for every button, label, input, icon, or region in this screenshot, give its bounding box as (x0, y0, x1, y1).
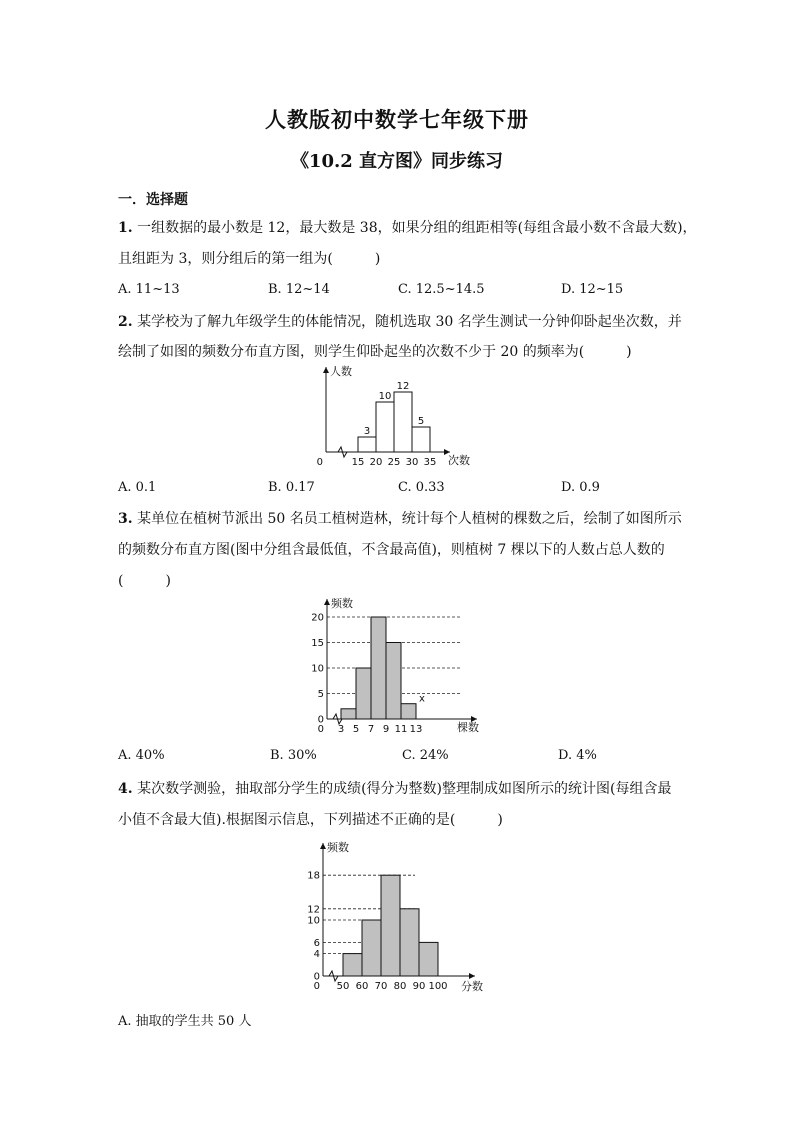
x-axis-arrow (469, 973, 475, 979)
q3-option-a[interactable]: A. 40% (118, 748, 165, 763)
x-tick-label: 15 (351, 457, 365, 468)
x-tick-label: 30 (405, 457, 419, 468)
x-tick-label: 70 (374, 981, 388, 992)
question-4-line-2: 小值不含最大值).根据图示信息，下列描述不正确的是( ) (118, 812, 503, 828)
question-2-line-2: 绘制了如图的频数分布直方图，则学生仰卧起坐的次数不少于 20 的频率为( ) (118, 344, 632, 360)
q2-option-b[interactable]: B. 0.17 (268, 480, 315, 495)
histogram-bar (394, 392, 412, 452)
question-text: 某单位在植树节派出 50 名员工植树造林，统计每个人植树的棵数之后，绘制了如图所示 (137, 511, 682, 527)
y-tick-label: 20 (311, 612, 324, 624)
y-axis-label: 人数 (330, 365, 352, 378)
data-label: 5 (417, 416, 425, 427)
x-tick-label: 90 (412, 981, 426, 992)
y-tick-label: 0 (317, 714, 324, 726)
section-heading: 一．选择题 (118, 192, 188, 208)
data-label: 3 (363, 426, 371, 437)
question-1-line-2: 且组距为 3，则分组后的第一组为( ) (118, 251, 381, 267)
x-axis-label: 分数 (461, 980, 483, 993)
question-text: 某学校为了解九年级学生的体能情况，随机选取 30 名学生测试一分钟仰卧起坐次数，并 (137, 314, 682, 330)
question-text: 一组数据的最小数是 12，最大数是 38，如果分组的组距相等(每组含最小数不含最大数)， (137, 220, 697, 236)
histogram-bar (362, 920, 381, 976)
histogram-bar (341, 709, 356, 719)
histogram-bar (371, 617, 386, 719)
q1-option-c[interactable]: C. 12.5~14.5 (398, 282, 485, 297)
q1-option-a[interactable]: A. 11~13 (118, 282, 180, 297)
x-axis-label: 棵数 (457, 721, 479, 734)
x-tick-label: 35 (423, 457, 437, 468)
histogram-bar (343, 954, 362, 976)
q4-option-a[interactable]: A. 抽取的学生共 50 人 (118, 1014, 252, 1029)
x-tick-label: 9 (382, 724, 390, 735)
x-tick-label: 25 (387, 457, 401, 468)
histogram-bar (419, 942, 438, 976)
y-axis-label: 频数 (331, 597, 353, 610)
histogram-bar (401, 704, 416, 719)
q2-option-d[interactable]: D. 0.9 (561, 480, 600, 495)
x-tick-label: 11 (394, 724, 408, 735)
y-axis-arrow (324, 599, 330, 605)
q1-option-b[interactable]: B. 12~14 (268, 282, 330, 297)
x-tick-label: 0 (316, 457, 323, 468)
histogram-situps (310, 362, 485, 472)
histogram-bar (412, 427, 430, 452)
q2-option-a[interactable]: A. 0.1 (118, 480, 157, 495)
x-tick-label: 100 (428, 981, 448, 992)
histogram-bar (358, 437, 376, 452)
histogram-scores (305, 838, 495, 998)
page-title: 人教版初中数学七年级下册 (265, 107, 529, 132)
x-tick-label: 80 (393, 981, 407, 992)
y-tick-label: 10 (311, 663, 324, 675)
histogram-bar (400, 909, 419, 976)
q1-option-d[interactable]: D. 12~15 (561, 282, 624, 297)
y-tick-label: 18 (307, 870, 320, 882)
question-number: 2. (118, 314, 133, 330)
y-tick-label: 15 (311, 638, 324, 649)
histogram-trees (305, 594, 485, 739)
y-axis-arrow (320, 843, 326, 849)
q2-option-c[interactable]: C. 0.33 (398, 480, 445, 495)
histogram-bar (376, 402, 394, 452)
x-tick-label: 60 (355, 981, 369, 992)
page-subtitle: 《10.2 直方图》同步练习 (290, 151, 504, 172)
x-tick-label: 0 (317, 724, 324, 735)
histogram-bar (356, 668, 371, 719)
y-axis-label: 频数 (327, 841, 349, 854)
histogram-bar (386, 643, 401, 720)
question-3-line-1 (118, 510, 682, 528)
question-number: 3. (118, 511, 133, 527)
annotation: x (419, 693, 425, 705)
histogram-bar (381, 875, 400, 976)
x-axis-label: 次数 (448, 454, 470, 467)
y-axis-arrow (323, 367, 329, 373)
x-tick-label: 7 (367, 724, 375, 735)
x-tick-label: 0 (313, 981, 320, 992)
y-tick-label: 12 (307, 904, 320, 916)
question-1-line-1 (118, 219, 697, 237)
y-tick-label: 10 (307, 915, 320, 927)
data-label: 12 (396, 381, 410, 392)
question-text: 某次数学测验，抽取部分学生的成绩(得分为整数)整理制成如图所示的统计图(每组含最 (137, 781, 672, 797)
question-3-line-3: ( ) (118, 573, 171, 589)
y-tick-label: 6 (313, 937, 320, 949)
x-tick-label: 50 (336, 981, 350, 992)
x-tick-label: 20 (369, 457, 383, 468)
y-tick-label: 5 (317, 689, 324, 700)
data-label: 10 (378, 391, 392, 402)
x-tick-label: 13 (409, 724, 423, 735)
y-tick-label: 0 (313, 971, 320, 983)
question-number: 4. (118, 781, 133, 797)
question-3-line-2: 的频数分布直方图(图中分组含最低值，不含最高值)，则植树 7 棵以下的人数占总人数的 (118, 542, 665, 558)
y-tick-label: 4 (313, 949, 320, 961)
q3-option-b[interactable]: B. 30% (270, 748, 317, 763)
x-tick-label: 3 (337, 724, 345, 735)
question-2-line-1 (118, 313, 682, 331)
question-4-line-1 (118, 780, 671, 798)
x-tick-label: 5 (352, 724, 360, 735)
question-number: 1. (118, 220, 133, 236)
q3-option-c[interactable]: C. 24% (402, 748, 449, 763)
q3-option-d[interactable]: D. 4% (558, 748, 597, 763)
